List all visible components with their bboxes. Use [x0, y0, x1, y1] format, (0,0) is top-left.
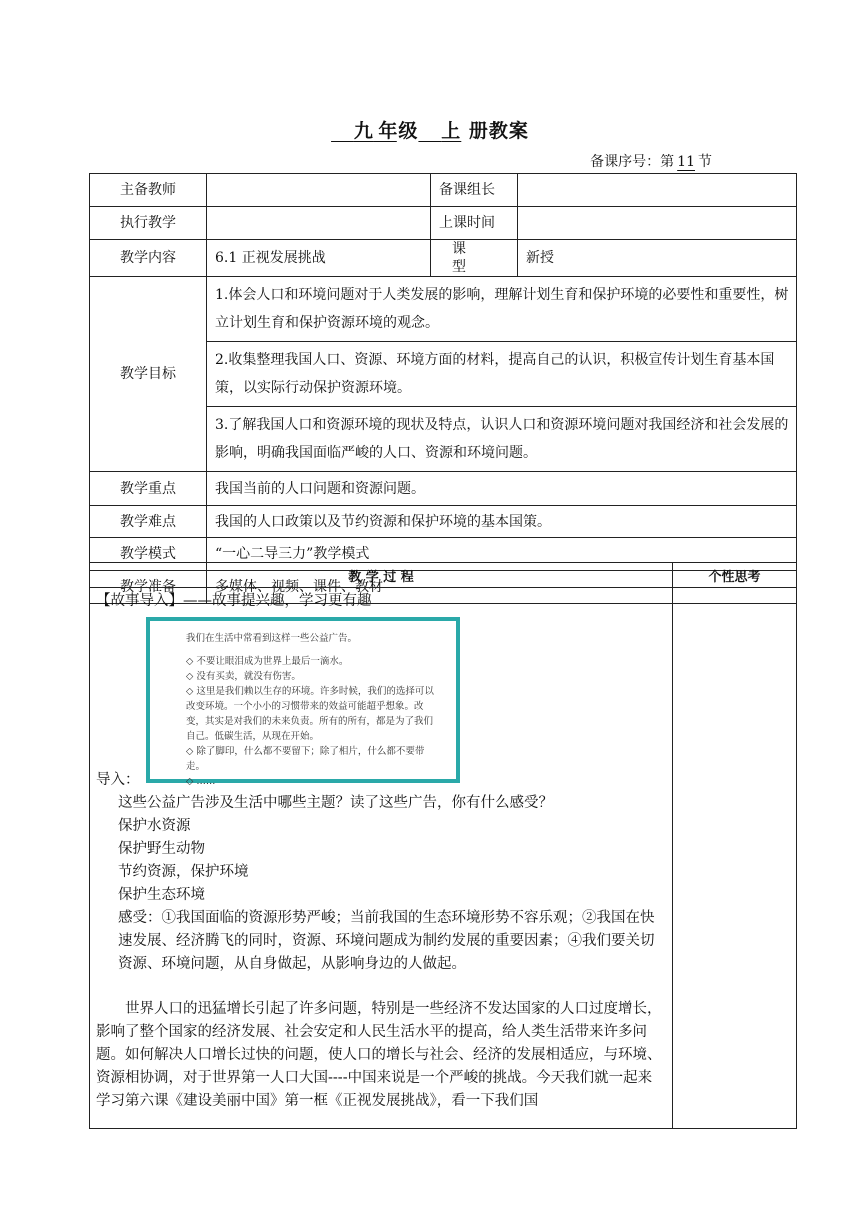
goal-item: 2.收集整理我国人口、资源、环境方面的材料，提高自己的认识，积极宣传计划生育基本国策，以实际行动保护资源环境。 — [207, 341, 796, 406]
executor-value — [207, 207, 431, 240]
ad-item: ◇ 除了脚印，什么都不要留下；除了相片，什么都不要带走。 — [186, 746, 425, 772]
ad-item: ◇ 没有买卖，就没有伤害。 — [186, 671, 301, 682]
question: 这些公益广告涉及生活中哪些主题？读了这些广告，你有什么感受？ — [118, 795, 553, 811]
group-leader-label: 备课组长 — [431, 174, 518, 207]
lead-label: 导入： — [96, 772, 140, 788]
goal-item: 1.体会人口和环境问题对于人类发展的影响，理解计划生育和保护环境的必要性和重要性，树立计划生育和保护资源环境的观念。 — [215, 287, 789, 332]
type-label: 课型 — [431, 240, 518, 277]
ad-item: ◇ …… — [186, 776, 216, 787]
executor-label: 执行教学 — [90, 207, 207, 240]
ad-intro: 我们在生活中常看到这样一些公益广告。 — [186, 633, 358, 644]
mode-value: “一心二导三力”教学模式 — [207, 538, 797, 571]
theme-item: 保护生态环境 — [118, 887, 205, 903]
prep-label-cell: 教学准备 — [90, 571, 207, 604]
term-field: 上 — [441, 120, 462, 142]
term-suffix: 册教案 — [461, 120, 529, 142]
goal-item: 3.了解我国人口和资源环境的现状及特点，认识人口和资源环境问题对我国经济和社会发展的影响，明确我国面临严峻的人口、资源和环境问题。 — [207, 406, 796, 471]
prep-value: 多媒体、视频、课件、教材 — [207, 571, 797, 604]
mode-label: 教学模式 — [90, 538, 207, 571]
prep-number-line — [590, 151, 712, 171]
info-table — [89, 173, 797, 604]
process-header: 教 学 过 程 — [90, 563, 673, 588]
prep-number: 11 — [677, 154, 695, 170]
theme-item: 节约资源，保护环境 — [118, 864, 249, 880]
content-value: 6.1 正视发展挑战 — [207, 240, 431, 277]
grade-suffix: 年级 — [370, 120, 419, 142]
content-label: 教学内容 — [90, 240, 207, 277]
ad-item: ◇ 这里是我们赖以生存的环境。许多时候，我们的选择可以改变环境。一个小小的习惯带来的效益可能超乎想象。改变，其实是对我们的未来负责。所有的所有，都是为了我们自己。低碳生活，从现在开始。 — [186, 686, 434, 742]
key-value: 我国当前的人口问题和资源问题。 — [207, 472, 797, 506]
thinking-cell — [673, 588, 797, 1129]
page-title — [0, 116, 860, 143]
ad-image — [146, 617, 460, 787]
main-teacher-value — [207, 174, 431, 207]
prep-unit: 节 — [698, 154, 712, 170]
difficulty-label: 教学难点 — [90, 506, 207, 538]
main-teacher-label: 主备教师 — [90, 174, 207, 207]
thinking-header: 个性思考 — [673, 563, 797, 588]
process-table — [89, 562, 797, 1129]
key-label: 教学重点 — [90, 472, 207, 506]
class-time-value — [518, 207, 797, 240]
grade-field: 九 — [353, 120, 374, 142]
difficulty-value: 我国的人口政策以及节约资源和保护环境的基本国策。 — [207, 506, 797, 538]
type-value: 新授 — [518, 240, 797, 277]
prep-label: 备课序号：第 — [590, 154, 675, 170]
intro-paragraph: 世界人口的迅猛增长引起了许多问题，特别是一些经济不发达国家的人口过度增长，影响了整个国家的经济发展、社会安定和人民生活水平的提高，给人类生活带来许多问题。如何解决人口增长过快的问题，使人口的增长与社会、经济的发展相适应，与环境、资源相协调，对于世界第一人口大国----中国来说是一个严峻的挑战。今天我们就一起来学习第六课《建设美丽中国》第一框《正视发展挑战》，看一下我们国 — [96, 1001, 662, 1109]
process-content — [90, 588, 673, 1129]
goals-cell — [207, 277, 797, 472]
ad-item: ◇ 不要让眼泪成为世界上最后一滴水。 — [186, 656, 349, 667]
class-time-label: 上课时间 — [431, 207, 518, 240]
group-leader-value — [518, 174, 797, 207]
story-intro: 【故事导入】——故事提兴趣，学习更有趣 — [96, 593, 372, 609]
theme-item: 保护水资源 — [118, 818, 191, 834]
theme-item: 保护野生动物 — [118, 841, 205, 857]
goals-label: 教学目标 — [90, 277, 207, 472]
feeling: 感受：①我国面临的资源形势严峻；当前我国的生态环境形势不容乐观；②我国在快速发展、经济腾飞的同时，资源、环境问题成为制约发展的重要因素；④我们要关切资源、环境问题，从自身做起，从影响身边的人做起。 — [118, 910, 655, 972]
